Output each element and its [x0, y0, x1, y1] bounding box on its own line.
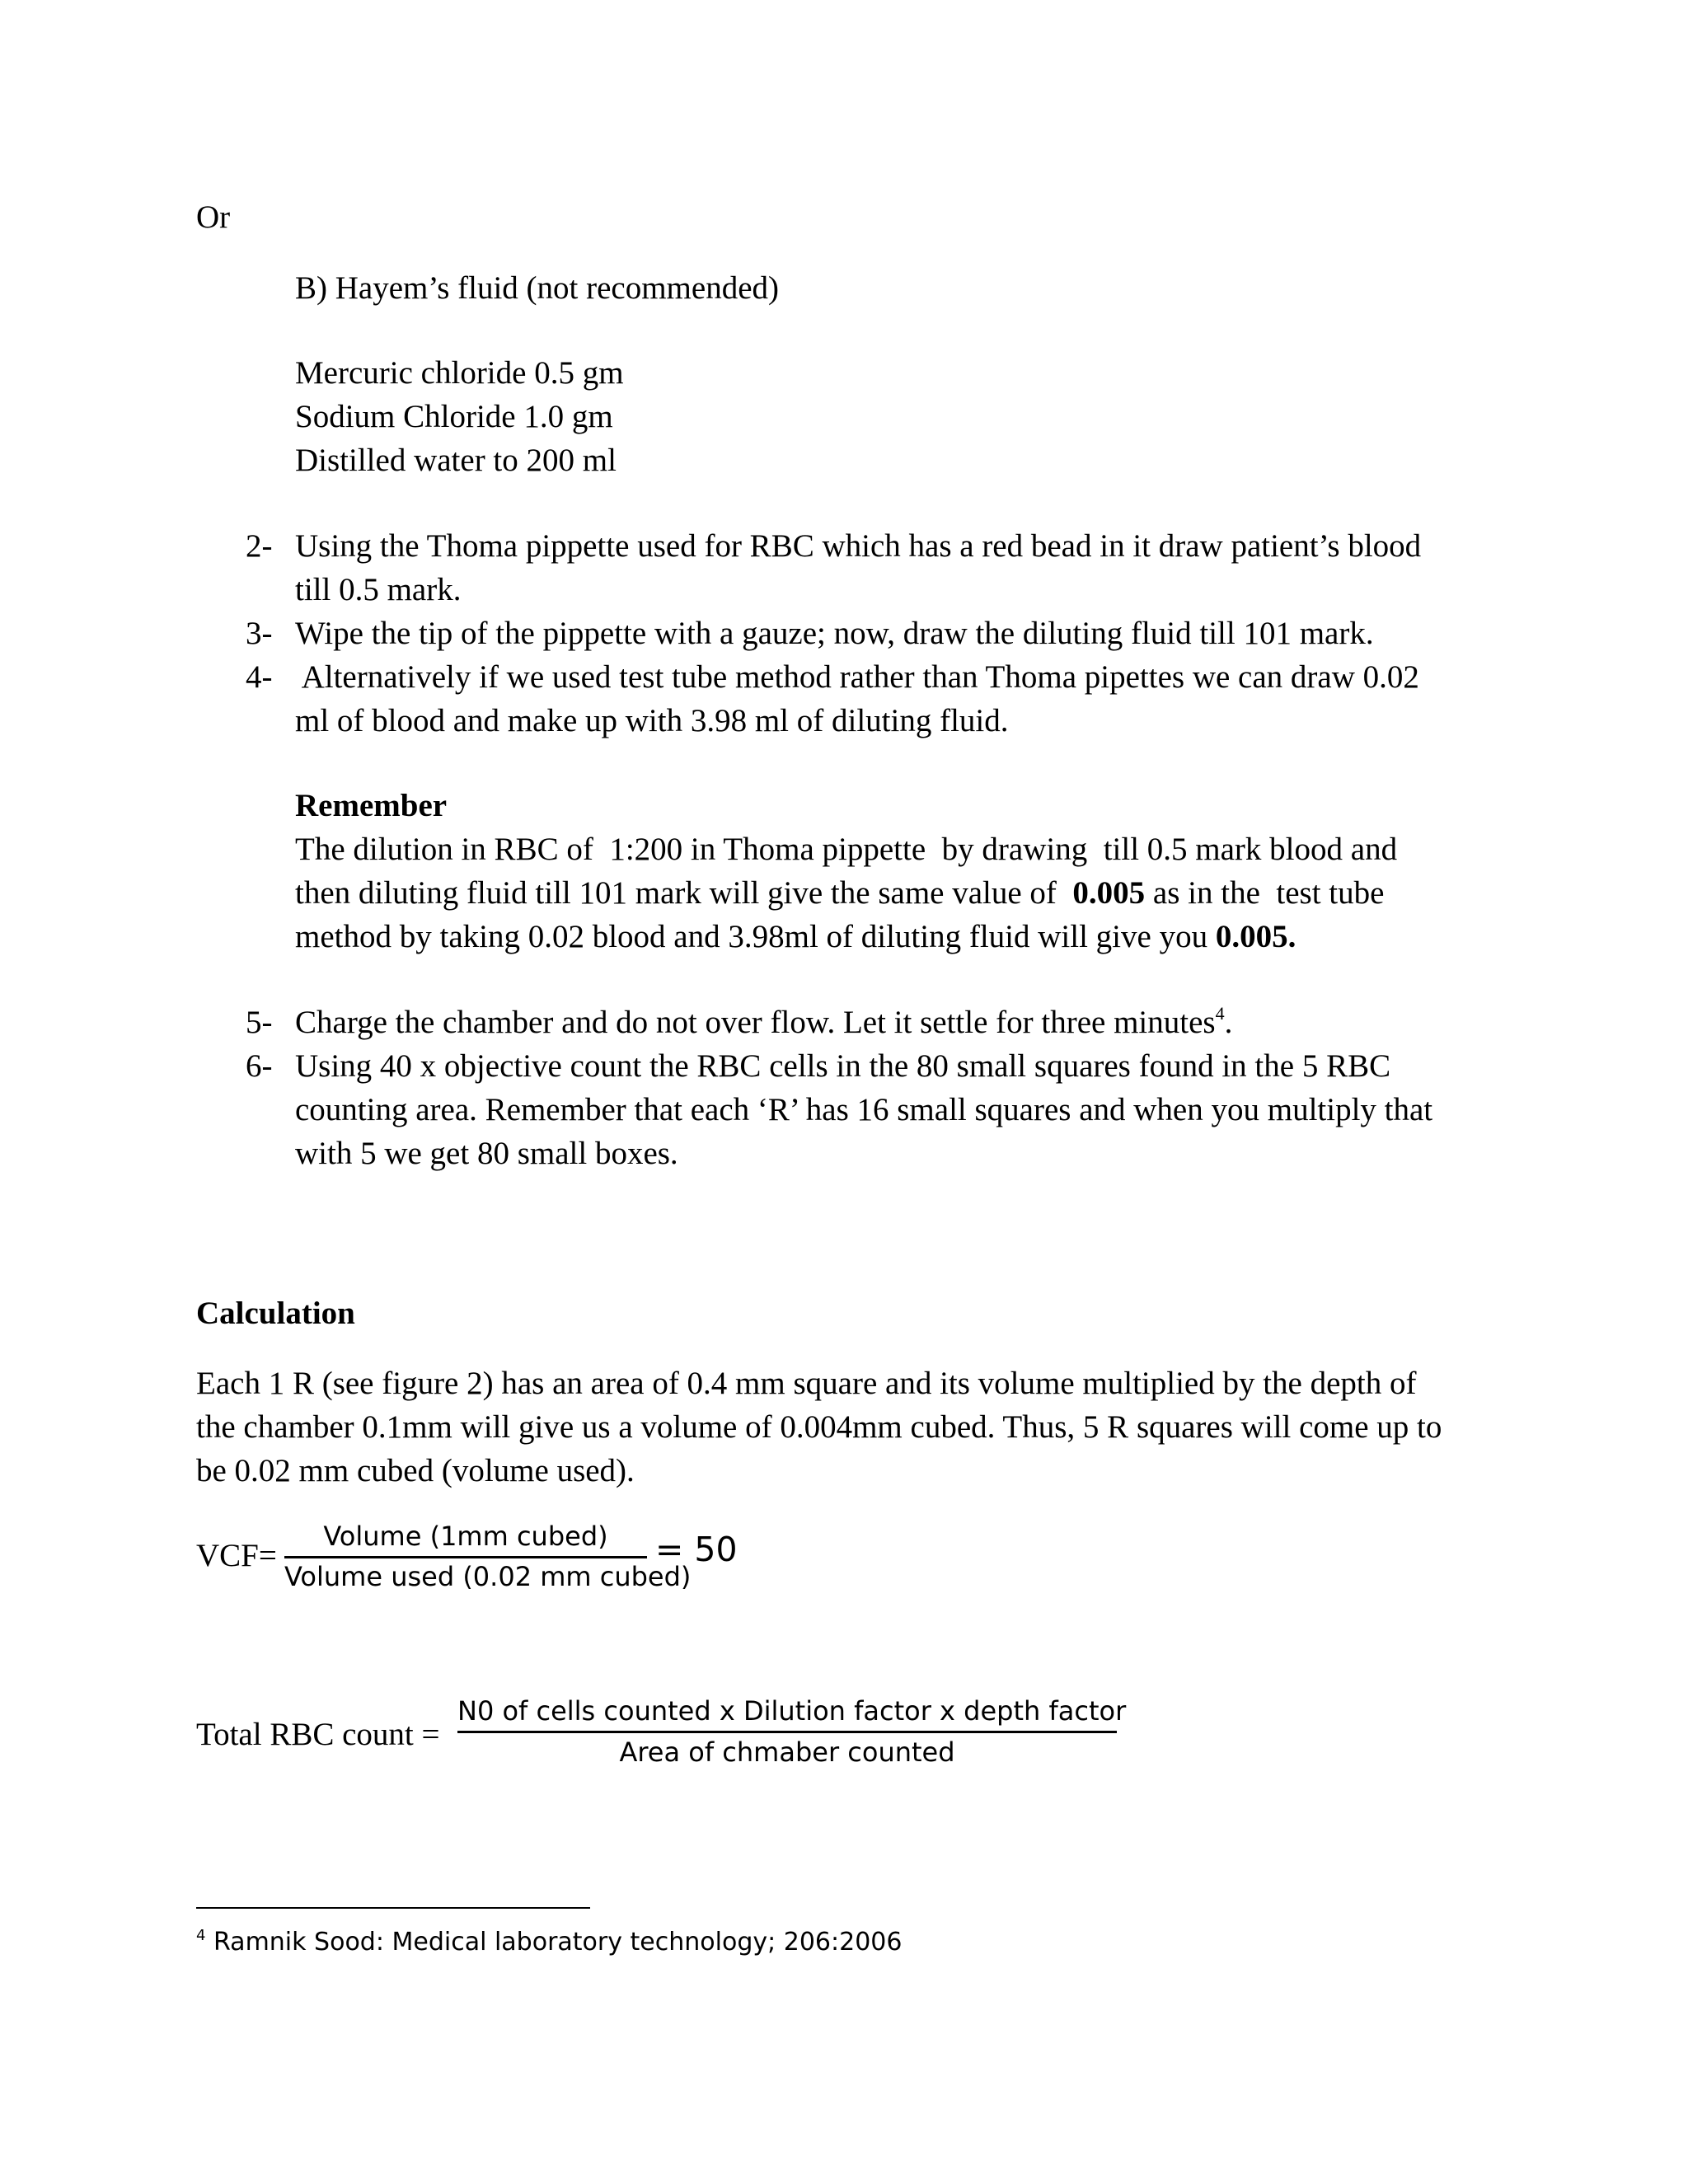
total-fraction-bar: [457, 1731, 1117, 1733]
step-number: 5-: [246, 1005, 273, 1040]
footnote-mark: 4: [196, 1927, 206, 1944]
calculation-paragraph-line: the chamber 0.1mm will give us a volume of 0.004mm cubed. Thus, 5 R squares will come up to: [196, 1409, 1442, 1445]
vcf-fraction-bar: [284, 1556, 647, 1558]
or-text: Or: [196, 199, 231, 235]
step-text: Using the Thoma pippette used for RBC which has a red bead in it draw patient’s blood: [295, 528, 1422, 564]
ingredient-3: Distilled water to 200 ml: [295, 443, 617, 478]
step-text: Alternatively if we used test tube method rather than Thoma pipettes we can draw 0.02: [295, 659, 1419, 695]
remember-line: method by taking 0.02 blood and 3.98ml of diluting fluid will give you 0.005.: [295, 919, 1296, 954]
vcf-result: = 50: [655, 1530, 738, 1569]
emphasis-value: 0.005.: [1215, 919, 1296, 954]
step-number: 3-: [246, 616, 273, 651]
calculation-paragraph-line: be 0.02 mm cubed (volume used).: [196, 1453, 635, 1488]
step-number: 4-: [246, 659, 273, 695]
vcf-numerator: Volume (1mm cubed): [323, 1521, 608, 1552]
step-text: Using 40 x objective count the RBC cells in the 80 small squares found in the 5 RBC: [295, 1048, 1391, 1084]
step-text: Charge the chamber and do not over flow. Let it settle for three minutes$^4$.: [295, 1003, 1233, 1040]
ingredient-2: Sodium Chloride 1.0 gm: [295, 399, 613, 434]
step-number: 6-: [246, 1048, 273, 1084]
remember-line: The dilution in RBC of 1:200 in Thoma pippette by drawing till 0.5 mark blood and: [295, 832, 1398, 867]
calculation-paragraph-line: Each 1 R (see figure 2) has an area of 0.4 mm square and its volume multiplied by the depth of: [196, 1366, 1417, 1401]
remember-title: Remember: [295, 788, 448, 823]
calculation-heading: Calculation: [196, 1296, 355, 1331]
ingredient-1: Mercuric chloride 0.5 gm: [295, 355, 624, 391]
vcf-denominator: Volume used (0.02 mm cubed): [284, 1561, 692, 1592]
emphasis-value: 0.005: [1072, 875, 1146, 911]
step-number: 2-: [246, 528, 273, 564]
footnote-separator: [196, 1907, 590, 1909]
remember-line: then diluting fluid till 101 mark will give the same value of 0.005 as in the test tube: [295, 875, 1385, 911]
subsection-heading: B) Hayem’s fluid (not recommended): [295, 270, 779, 306]
total-numerator: N0 of cells counted x Dilution factor x depth factor: [457, 1695, 1127, 1727]
total-denominator: Area of chmaber counted: [619, 1736, 955, 1768]
footnote-text: Ramnik Sood: Medical laboratory technology; 206:2006: [213, 1928, 903, 1957]
footnote-reference: 4: [1215, 1003, 1225, 1024]
vcf-label: VCF=: [196, 1538, 277, 1573]
step-text: counting area. Remember that each ‘R’ has 16 small squares and when you multiply that: [295, 1092, 1433, 1127]
step-text: with 5 we get 80 small boxes.: [295, 1136, 678, 1171]
step-text: Wipe the tip of the pippette with a gauze; now, draw the diluting fluid till 101 mark.: [295, 616, 1374, 651]
step-text: till 0.5 mark.: [295, 572, 462, 607]
footnote: [196, 1927, 903, 1957]
step-text: ml of blood and make up with 3.98 ml of diluting fluid.: [295, 703, 1009, 738]
total-label: Total RBC count =: [196, 1717, 440, 1752]
